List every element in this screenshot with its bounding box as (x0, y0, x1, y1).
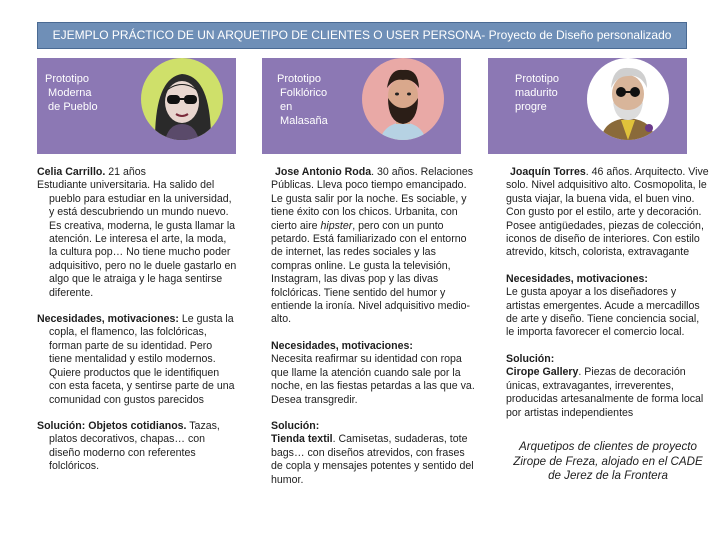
needs-text: Le gusta apoyar a los diseñadores y artistas emergentes. Acude a mercadillos de arte y diseño. Tiene conciencia social, le importa favorecer el comercio local. (506, 286, 700, 339)
solution-first: Tazas, (186, 419, 220, 432)
needs-first: Le gusta la (178, 313, 234, 326)
solution-text: . Camisetas, sudaderas, tote bags… con diseños atrevidos, con frases de copla y mensajes potentes y sentido del humor. (271, 433, 474, 486)
older-man-portrait-icon (587, 58, 669, 140)
persona-label-1: Prototipo Moderna de Pueblo (45, 73, 98, 113)
solution-title: Solución: (506, 352, 555, 365)
persona-intro-end: , pero con un punto petardo. Está familiarizado con el entorno de internet, las redes sociales y las compras online. Le gusta la televisión, Instagram, las divas pop y las divas folclóricas. Tiene sentido del humor y entiende la ironía. Nivel adquisitivo medio-alto. (271, 219, 471, 326)
persona-age: 21 años (105, 166, 146, 178)
page-title: EJEMPLO PRÁCTICO DE UN ARQUETIPO DE CLIENTES O USER PERSONA- Proyecto de Diseño personalizado (37, 22, 687, 49)
needs-title: Necesidades, motivaciones: (506, 272, 648, 285)
solution-brand: Cirope Gallery (506, 366, 579, 379)
bearded-man-portrait-icon (362, 58, 444, 140)
needs-title: Necesidades, motivaciones: (271, 339, 413, 352)
solution-text: platos decorativos, chapas… con diseño moderno con referentes folclóricos. (49, 433, 206, 473)
solution-text: . Piezas de decoración únicas, extravagantes, irreverentes, producidas artesanalmente de forma local por artistas independientes (506, 366, 704, 419)
persona-intro-italic: hipster (320, 219, 353, 232)
solution-brand: Tienda textil (271, 433, 333, 446)
persona-intro: . 30 años. Relaciones Públicas. Lleva poco tiempo emancipado. Le gusta salir por la noche. Es sociable, y tiene éxito con los chicos. Urbanita, con cierto aire (271, 166, 474, 232)
solution-title: Solución: (271, 419, 320, 432)
persona-description-2 (271, 166, 476, 487)
persona-label-3: Prototipo madurito progre (515, 73, 560, 113)
persona-name: Jose Antonio Roda (275, 166, 372, 178)
caption: Arquetipos de clientes de proyecto Zirope de Freza, alojado en el CADE de Jerez de la Frontera (513, 439, 703, 483)
needs-text: copla, el flamenco, las folclóricas, forman parte de su identidad. Pero tiene mentalidad y estilo modernos. Quiere productos que le identifiquen con esta faceta, y sentirse parte de una comunidad con gustos parecidos (49, 326, 235, 406)
persona-intro: . 46 años. Arquitecto. Vive solo. Nivel adquisitivo alto. Cosmopolita, le gusta viajar, la buena vida, el buen vino. Con gusto por el estilo, arte y decoración. Posee antigüedades, piezas de colección, iconos de diseño de interiores. Con estilo atrevido, kitsch, colorista, extravagante (506, 166, 709, 259)
persona-description-1 (37, 166, 237, 474)
solution-title: Solución: Objetos cotidianos. (37, 419, 187, 432)
woman-portrait-icon (141, 58, 223, 140)
persona-label-2: Prototipo Folklórico en Malasaña (277, 73, 328, 127)
persona-name: Celia Carrillo. (37, 166, 106, 178)
persona-intro: Estudiante universitaria. Ha salido del pueblo para estudiar en la universidad, y está descubriendo un mundo nuevo. Es creativa, moderna, le gusta llamar la atención. Le interesa el arte, la moda, la cultura pop… No tiene mucho poder adquisitivo, pero no le duele gastarlo en algo que le atraiga y le haga sentirse diferente. (37, 179, 237, 299)
persona-name: Joaquín Torres (510, 166, 586, 178)
needs-title: Necesidades, motivaciones: (37, 313, 179, 326)
persona-description-3 (506, 166, 710, 484)
needs-text: Necesita reafirmar su identidad con ropa que llame la atención cuando sale por la noche, en las fiestas petardas a las que va. Desea transgredir. (271, 353, 475, 406)
